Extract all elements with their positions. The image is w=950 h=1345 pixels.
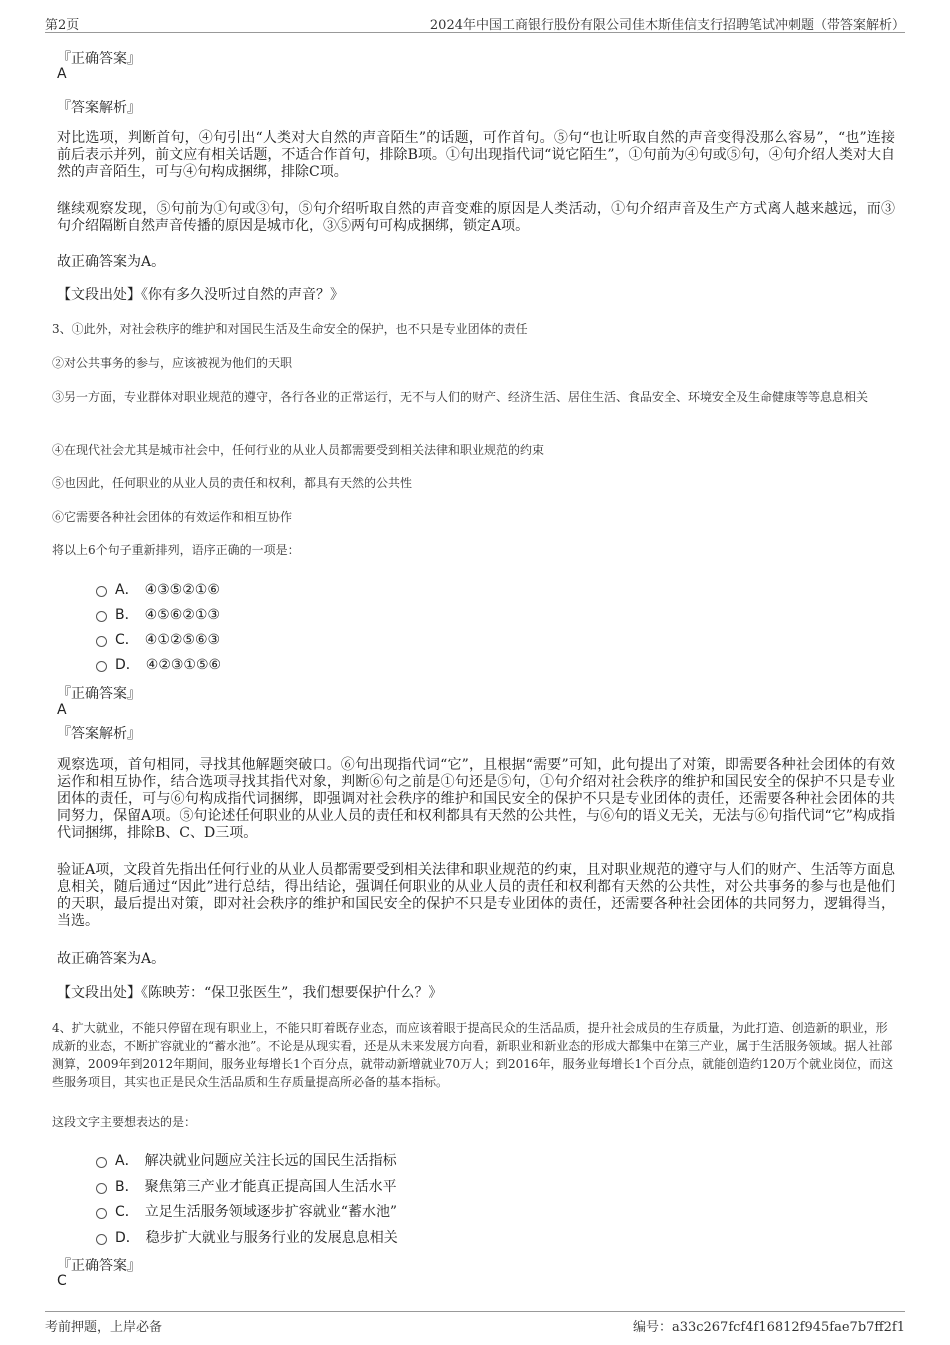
q4-answer-label: 『正确答案』 [57, 1258, 141, 1274]
q4-passage: 4、扩大就业，不能只停留在现有职业上，不能只盯着既存业态，而应该着眼于提高民众的生活品质，提升社会成员的生存质量，为此打造、创造新的职业，形成新的业态，不断扩容就业的“蓄水池”。不论是从现实看，还是从未来发展方向看，新职业和新业态的形成大都集中在第三产业，属于生活服务领域。据人社部测算，2009年到2012年期间，服务业每增长1个百分点，就带动新增就业70万人；到2016年，服务业每增长1个百分点，就能创造约120万个就业岗位，而这些服务项目，其实也正是民众生活品质和生存质量提高所必备的基本指标。 [52, 1021, 894, 1089]
radio-icon[interactable] [96, 636, 107, 647]
radio-icon[interactable] [96, 1234, 107, 1245]
radio-icon[interactable] [96, 1157, 107, 1168]
q3-option-b[interactable]: B． ④⑤⑥②①③ [96, 604, 220, 624]
q3-sentence-5: ⑤也因此，任何职业的从业人员的责任和权利，都具有天然的公共性 [52, 476, 413, 490]
q2-analysis-label: 『答案解析』 [57, 100, 141, 116]
footer-slogan: 考前押题，上岸必备 [45, 1320, 163, 1335]
page-footer [45, 1311, 905, 1335]
q3-answer: A [57, 702, 67, 718]
q4-option-a[interactable]: A． 解决就业问题应关注长远的国民生活指标 [96, 1150, 397, 1170]
q3-sentence-2: ②对公共事务的参与，应该被视为他们的天职 [52, 356, 293, 370]
page-number: 第2页 [45, 18, 80, 33]
radio-icon[interactable] [96, 611, 107, 622]
q2-source: 【文段出处】《你有多久没听过自然的声音？》 [57, 287, 344, 303]
q3-source: 【文段出处】《陈映芳：“保卫张医生”，我们想要保护什么？》 [57, 985, 443, 1001]
q3-analysis-label: 『答案解析』 [57, 726, 141, 742]
q3-sentence-3: ③另一方面，专业群体对职业规范的遵守，各行各业的正常运行，无不与人们的财产、经济生活、居住生活、食品安全、环境安全及生命健康等等息息相关 [52, 390, 869, 404]
q3-analysis-p1: 观察选项，首句相同，寻找其他解题突破口。⑥句出现指代词“它”，且根据“需要”可知，此句提出了对策，即需要各种社会团体的有效运作和相互协作，结合选项寻找其指代对象，判断⑥句之前是①句还是⑤句，①句介绍对社会秩序的维护和国民安全的保护不只是专业团体的责任，可与⑥句构成指代词捆绑，即强调对社会秩序的维护和国民安全的保护不只是专业团体的责任，还需要各种社会团体的共同努力，保留A项。⑤句论述任何职业的从业人员的责任和权利都具有天然的公共性，与⑥句的语义无关，无法与⑥句指代词“它”构成指代词捆绑，排除B、C、D三项。 [57, 757, 895, 841]
q4-option-b[interactable]: B． 聚焦第三产业才能真正提高国人生活水平 [96, 1176, 397, 1196]
q4-answer: C [57, 1273, 67, 1289]
q3-option-a[interactable]: A． ④③⑤②①⑥ [96, 579, 220, 599]
q3-sentence-1: 3、①此外，对社会秩序的维护和对国民生活及生命安全的保护，也不只是专业团体的责任 [52, 322, 528, 336]
q3-option-d[interactable]: D． ④②③①⑤⑥ [96, 654, 221, 674]
q2-conclusion: 故正确答案为A。 [57, 254, 166, 270]
q2-answer-label: 『正确答案』 [57, 51, 141, 67]
radio-icon[interactable] [96, 661, 107, 672]
q4-option-c[interactable]: C． 立足生活服务领域逐步扩容就业“蓄水池” [96, 1201, 397, 1221]
q3-prompt: 将以上6个句子重新排列，语序正确的一项是： [52, 543, 300, 557]
document-title: 2024年中国工商银行股份有限公司佳木斯佳信支行招聘笔试冲刺题（带答案解析） [429, 18, 905, 33]
radio-icon[interactable] [96, 1208, 107, 1219]
q3-answer-label: 『正确答案』 [57, 686, 141, 702]
q3-sentence-4: ④在现代社会尤其是城市社会中，任何行业的从业人员都需要受到相关法律和职业规范的约束 [52, 443, 545, 457]
q3-option-c[interactable]: C． ④①②⑤⑥③ [96, 629, 220, 649]
page-header [45, 14, 905, 33]
q3-sentence-6: ⑥它需要各种社会团体的有效运作和相互协作 [52, 510, 293, 524]
q2-analysis-p1: 对比选项，判断首句，④句引出“人类对大自然的声音陌生”的话题，可作首句。⑤句“也让听取自然的声音变得没那么容易”，“也”连接前后表示并列，前文应有相关话题，不适合作首句，排除B项。①句出现指代词“说它陌生”，①句前为④句或⑤句，④句介绍人类对大自然的声音陌生，可与④句构成捆绑，排除C项。 [57, 130, 895, 180]
q3-conclusion: 故正确答案为A。 [57, 951, 166, 967]
q4-option-d[interactable]: D． 稳步扩大就业与服务行业的发展息息相关 [96, 1227, 398, 1247]
radio-icon[interactable] [96, 586, 107, 597]
radio-icon[interactable] [96, 1183, 107, 1194]
q3-analysis-p2: 验证A项，文段首先指出任何行业的从业人员都需要受到相关法律和职业规范的约束，且对职业规范的遵守与人们的财产、生活等方面息息相关，随后通过“因此”进行总结，得出结论，强调任何职业的从业人员的责任和权利都有天然的公共性，对公共事务的参与也是他们的天职，最后提出对策，即对社会秩序的维护和国民安全的保护不只是专业团体的责任，还需要各种社会团体的共同努力，逻辑得当，当选。 [57, 862, 895, 929]
q2-answer: A [57, 66, 67, 82]
document-id: 编号：a33c267fcf4f16812f945fae7b7ff2f1 [632, 1320, 905, 1335]
q4-prompt: 这段文字主要想表达的是： [52, 1115, 197, 1129]
q2-analysis-p2: 继续观察发现，⑤句前为①句或③句，⑤句介绍听取自然的声音变难的原因是人类活动，①句介绍声音及生产方式离人越来越远，而③句介绍隔断自然声音传播的原因是城市化，③⑤两句可构成捆绑，锁定A项。 [57, 201, 895, 234]
